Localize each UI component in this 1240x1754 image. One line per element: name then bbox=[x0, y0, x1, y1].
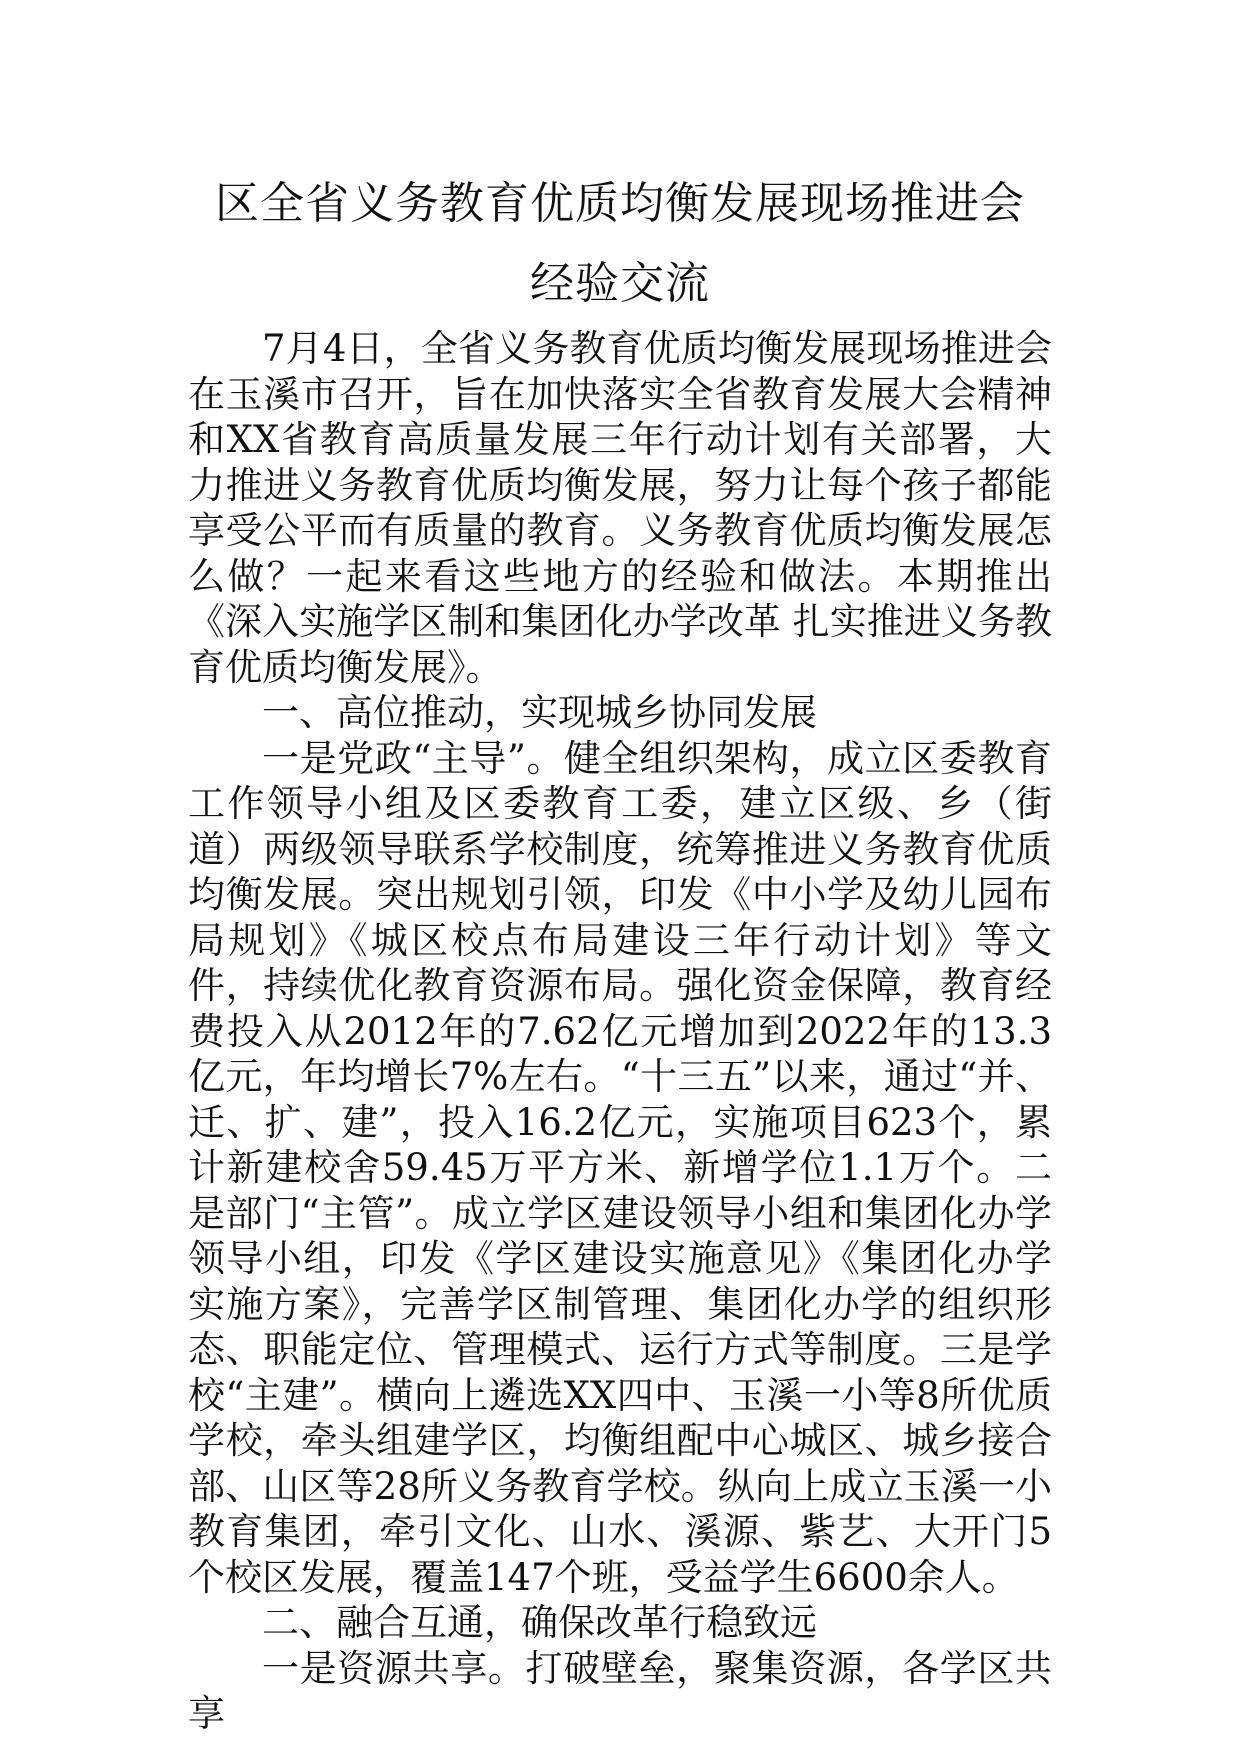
document-title-line2: 经验交流 bbox=[530, 258, 710, 309]
section1-heading: 一、高位推动，实现城乡协同发展 bbox=[262, 691, 817, 734]
document-title-line1: 区全省义务教育优质均衡发展现场推进会 bbox=[215, 178, 1025, 229]
section1-paragraph: 一是党政“主导”。健全组织架构，成立区委教育工作领导小组及区委教育工委，建立区级、乡（街道）两级领导联系学校制度，统筹推进义务教育优质均衡发展。突出规划引领，印发《中小学及幼儿园布局规划》《城区校点布局建设三年行动计划》等文件，持续优化教育资源布局。强化资金保障，教育经费投入从2012年的7.62亿元增加到2022年的13.3亿元，年均增长7%左右。“十三五”以来，通过“并、迁、扩、建”，投入16.2亿元，实施项目623个，累计新建校舍59.45万平方米、新增学位1.1万个。二是部门“主管”。成立学区建设领导小组和集团化办学领导小组，印发《学区建设实施意见》《集团化办学实施方案》，完善学区制管理、集团化办学的组织形态、职能定位、管理模式、运行方式等制度。三是学校“主建”。横向上遴选XX四中、玉溪一小等8所优质学校，牵头组建学区，均衡组配中心城区、城乡接合部、山区等28所义务教育学校。纵向上成立玉溪一小教育集团，牵引文化、山水、溪源、紫艺、大开门5个校区发展，覆盖147个班，受益学生6600余人。 bbox=[188, 736, 1052, 1599]
section2-heading: 二、融合互通，确保改革行稳致远 bbox=[262, 1601, 817, 1644]
intro-paragraph: 7月4日，全省义务教育优质均衡发展现场推进会在玉溪市召开，旨在加快落实全省教育发展大会精神和XX省教育高质量发展三年行动计划有关部署，大力推进义务教育优质均衡发展，努力让每个孩子都能享受公平而有质量的教育。义务教育优质均衡发展怎么做？一起来看这些地方的经验和做法。本期推出《深入实施学区制和集团化办学改革 扎实推进义务教育优质均衡发展》。 bbox=[188, 327, 1052, 689]
document-body bbox=[188, 326, 1052, 1737]
section2-paragraph: 一是资源共享。打破壁垒，聚集资源，各学区共享 bbox=[188, 1646, 1052, 1735]
